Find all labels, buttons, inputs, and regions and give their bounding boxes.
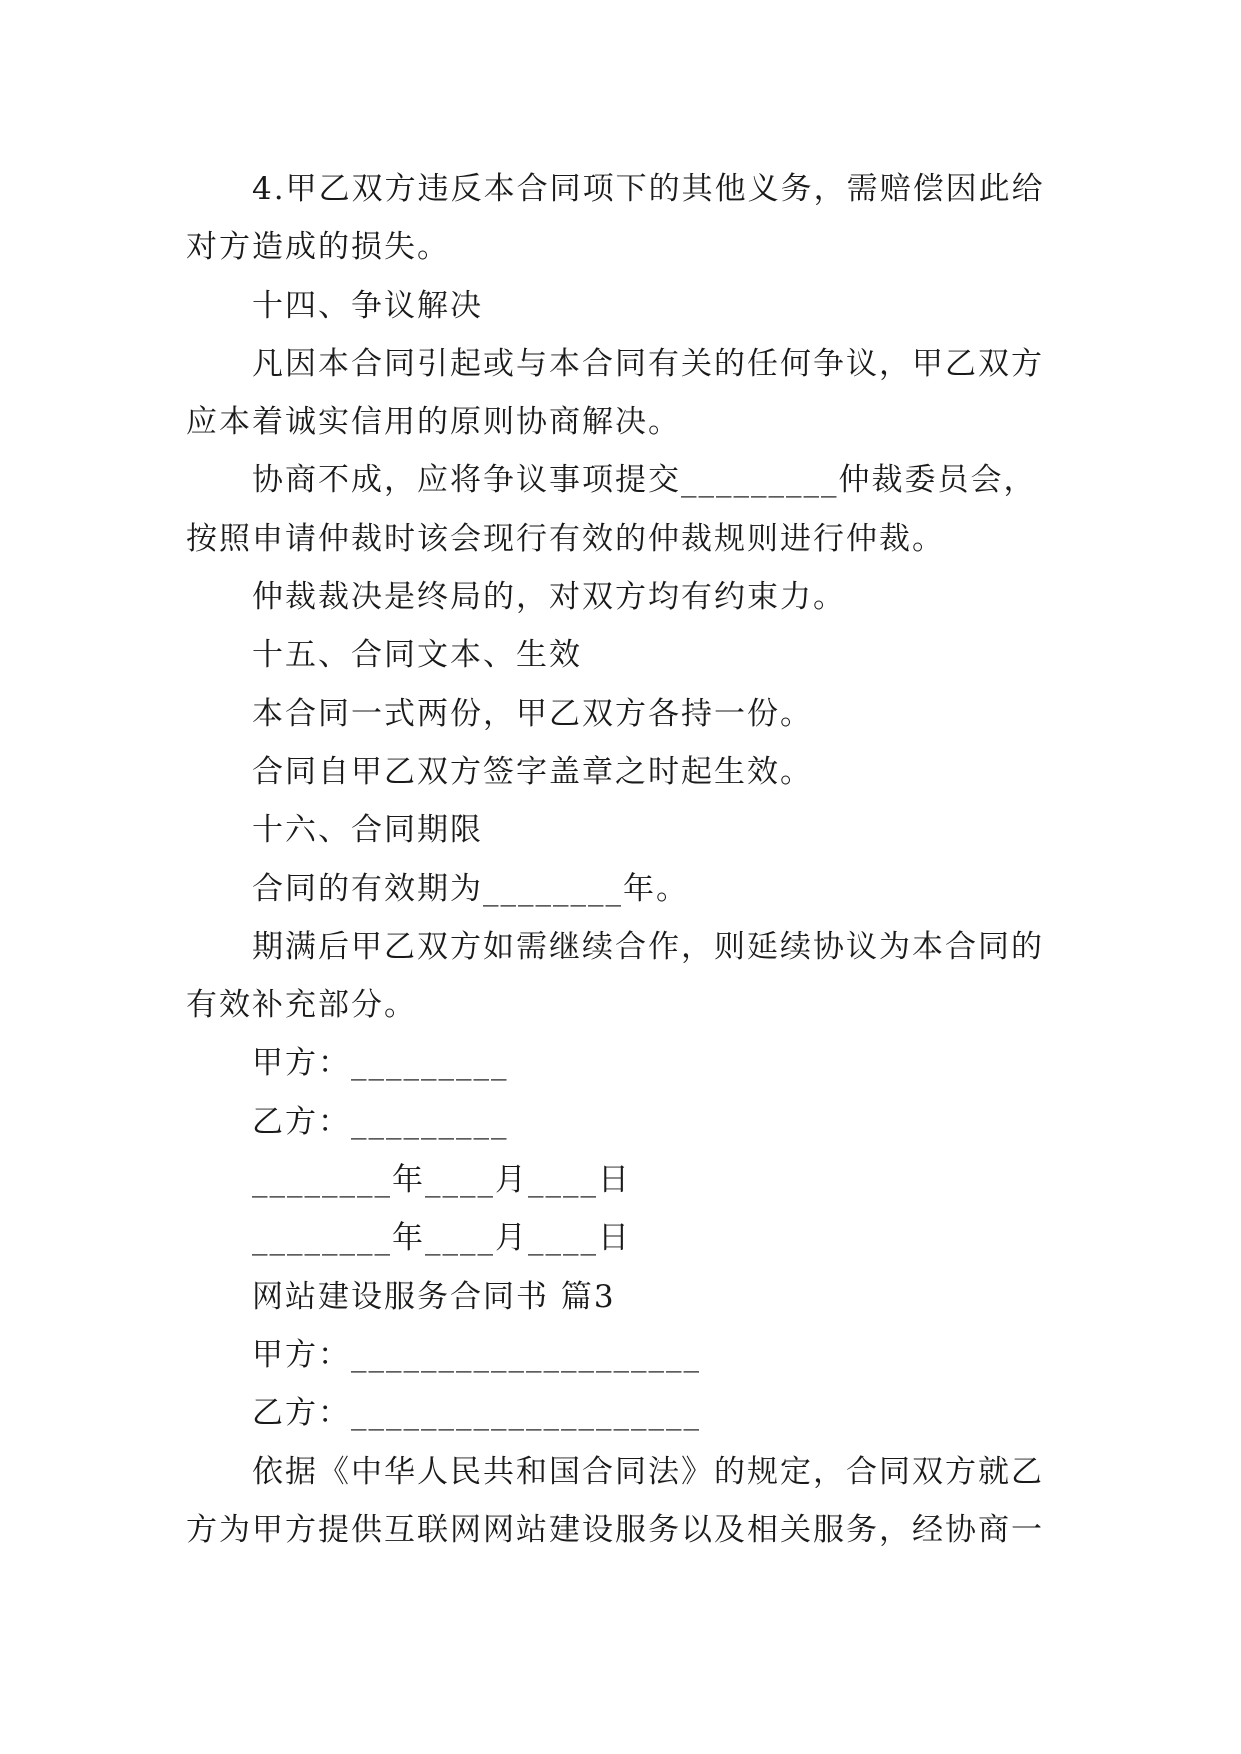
party-a-line: 甲方：____________________ — [252, 1336, 701, 1373]
date-line-2: ________年____月____日 — [252, 1220, 631, 1257]
paragraph-dispute-negotiation: 凡因本合同引起或与本合同有关的任何争议，甲乙双方应本着诚实信用的原则协商解决。 — [186, 345, 1044, 441]
paragraph-copies: 本合同一式两份，甲乙双方各持一份。 — [252, 695, 813, 732]
section-heading-contract-term: 十六、合同期限 — [252, 812, 483, 849]
paragraph-validity-period: 合同的有效期为________年。 — [252, 870, 689, 907]
signature-party-a: 甲方：_________ — [252, 1045, 509, 1082]
section-heading-contract-text-effect: 十五、合同文本、生效 — [252, 637, 582, 674]
paragraph-effective: 合同自甲乙双方签字盖章之时起生效。 — [252, 753, 813, 790]
signature-party-b: 乙方：_________ — [252, 1103, 509, 1140]
section-heading-dispute-resolution: 十四、争议解决 — [252, 287, 483, 324]
paragraph-contract-law-basis: 依据《中华人民共和国合同法》的规定，合同双方就乙方为甲方提供互联网网站建设服务以及相关服务，经协商一 — [186, 1453, 1044, 1548]
contract-title-part-3: 网站建设服务合同书 篇3 — [252, 1278, 616, 1315]
party-b-line: 乙方：____________________ — [252, 1395, 701, 1432]
paragraph-breach-obligations: 4.甲乙双方违反本合同项下的其他义务，需赔偿因此给对方造成的损失。 — [186, 171, 1045, 266]
document-body — [186, 160, 1056, 1559]
date-line-1: ________年____月____日 — [252, 1162, 631, 1199]
paragraph-arbitration-final: 仲裁裁决是终局的，对双方均有约束力。 — [252, 579, 846, 616]
paragraph-renewal: 期满后甲乙双方如需继续合作，则延续协议为本合同的有效补充部分。 — [186, 928, 1044, 1024]
paragraph-arbitration: 协商不成，应将争议事项提交_________仲裁委员会，按照申请仲裁时该会现行有效的仲裁规则进行仲裁。 — [186, 462, 1037, 557]
